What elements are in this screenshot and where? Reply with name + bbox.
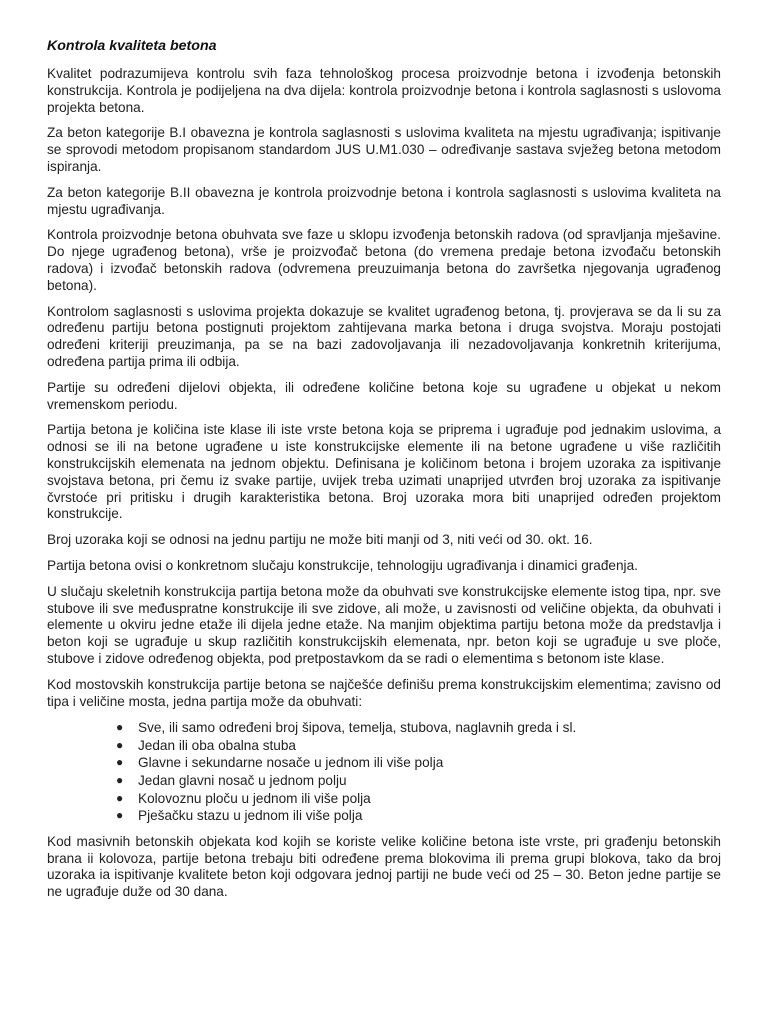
paragraph: Za beton kategorije B.II obavezna je kontrola proizvodnje betona i kontrola saglasnosti s uslovima kvaliteta na mjestu ugrađivanja. <box>47 184 721 217</box>
list-item <box>116 719 721 737</box>
bullet-dot-icon: ● <box>116 737 124 752</box>
list-item-text: Jedan glavni nosač u jednom polju <box>138 773 347 789</box>
paragraph: Kvalitet podrazumijeva kontrolu svih faza tehnološkog procesa proizvodnje betona i izvođenja betonskih konstrukcija. Kontrola je podijeljena na dva dijela: kontrola proizvodnje betona i kontrola saglasnosti s uslovoma projekta betona. <box>47 66 721 115</box>
bullet-dot-icon: ● <box>116 773 124 788</box>
list-item <box>116 807 721 825</box>
list-item <box>116 737 721 755</box>
document-title: Kontrola kvaliteta betona <box>47 38 217 54</box>
paragraph: Broj uzoraka koji se odnosi na jednu partiju ne može biti manji od 3, niti veći od 30. okt. 16. <box>47 532 593 548</box>
paragraph: Kontrolom saglasnosti s uslovima projekta dokazuje se kvalitet ugrađenog betona, tj. provjerava se da li su za određenu partiju betona postignuti projektom zahtijevana marka betona i druga svojstva. Moraju postojati određeni kriteriji preuzimanja, pa se na bazi zadovoljavanja ili nezadovoljavanja konkretnih kriterijuma, određena partija prima ili odbija. <box>47 303 721 369</box>
list-item-text: Glavne i sekundarne nosače u jednom ili više polja <box>138 755 444 771</box>
paragraph: Partija betona ovisi o konkretnom slučaju konstrukcije, tehnologiju ugrađivanja i dinamici građenja. <box>47 557 638 573</box>
paragraph: Kod mostovskih konstrukcija partije betona se najčešće definišu prema konstrukcijskim elementima; zavisno od tipa i veličine mosta, jedna partija može da obuhvati: <box>47 676 721 709</box>
paragraph: Partija betona je količina iste klase ili iste vrste betona koja se priprema i ugrađuje pod jednakim uslovima, a odnosi se ili na betone ugrađene u iste konstrukcijske elemente ili na betone ugrađene u više različitih konstrukcijskih elemenata na jednom objektu. Definisana je količinom betona i brojem uzoraka za ispitivanje svojstava betona, pri čemu iz svake partije, uvijek treba uzimati unaprijed utvrđen broj uzoraka za ispitivanje čvrstoće pri pritisku i drugih karakteristika betona. Broj uzoraka mora biti unaprijed određen projektom konstrukcije. <box>47 422 721 522</box>
paragraph: Za beton kategorije B.I obavezna je kontrola saglasnosti s uslovima kvaliteta na mjestu ugrađivanja; ispitivanje se sprovodi metodom propisanom standardom JUS U.M1.030 – određivanje sastava svježeg betona metodom ispiranja. <box>47 125 721 174</box>
bullet-list <box>47 719 721 825</box>
list-item <box>116 772 721 790</box>
list-item-text: Sve, ili samo određeni broj šipova, temelja, stubova, naglavnih greda i sl. <box>138 720 577 736</box>
list-item-text: Pješačku stazu u jednom ili više polja <box>138 808 363 824</box>
closing-paragraph: Kod masivnih betonskih objekata kod kojih se koriste velike količine betona iste vrste, pri građenju betonskih brana ii kolovoza, partije betona trebaju biti određene prema blokovima ili prema grupi blokova, tako da broj uzoraka ia ispitivanje kvalitete beton koji odgovara jednoj partiji ne bude veći od 25 – 30. Beton jedne partije se ne ugrađuje duže od 30 dana. <box>47 833 721 900</box>
list-item <box>116 754 721 772</box>
paragraph: U slučaju skeletnih konstrukcija partija betona može da obuhvati sve konstrukcijske elemente istog tipa, npr. sve stubove ili sve međuspratne konstrukcije ili sve zidove, ali može, u zavisnosti od veličine objekta, da obuhvati i elemente u okviru jedne etaže ili dijela jedne etaže. Na manjim objektima partiju betona može da predstavlja i beton koji se ugrađuje u skup različitih konstrukcijskih elemenata, npr. beton koji se ugrađuje u sve ploče, stubove i zidove određenog objekta, pod pretpostavkom da se radi o elementima s betonom iste klase. <box>47 583 721 666</box>
paragraph: Partije su određeni dijelovi objekta, ili određene količine betona koje su ugrađene u objekat u nekom vremenskom periodu. <box>47 379 721 412</box>
paragraph: Kontrola proizvodnje betona obuhvata sve faze u sklopu izvođenja betonskih radova (od spravljanja mješavine. Do njege ugrađenog betona), vrše je proizvođač betona (do vremena predaje betona izvođaču betonskih radova) i izvođač betonskih radova (odvremena preuzuimanja betona do završetka njegovanja ugrađenog betona). <box>47 227 721 293</box>
bullet-dot-icon: ● <box>116 720 124 735</box>
list-item <box>116 790 721 808</box>
bullet-dot-icon: ● <box>116 755 124 770</box>
list-item-text: Kolovoznu ploču u jednom ili više polja <box>138 790 371 806</box>
bullet-dot-icon: ● <box>116 790 124 805</box>
document-page <box>47 38 721 910</box>
bullet-dot-icon: ● <box>116 808 124 823</box>
list-item-text: Jedan ili oba obalna stuba <box>138 737 296 753</box>
